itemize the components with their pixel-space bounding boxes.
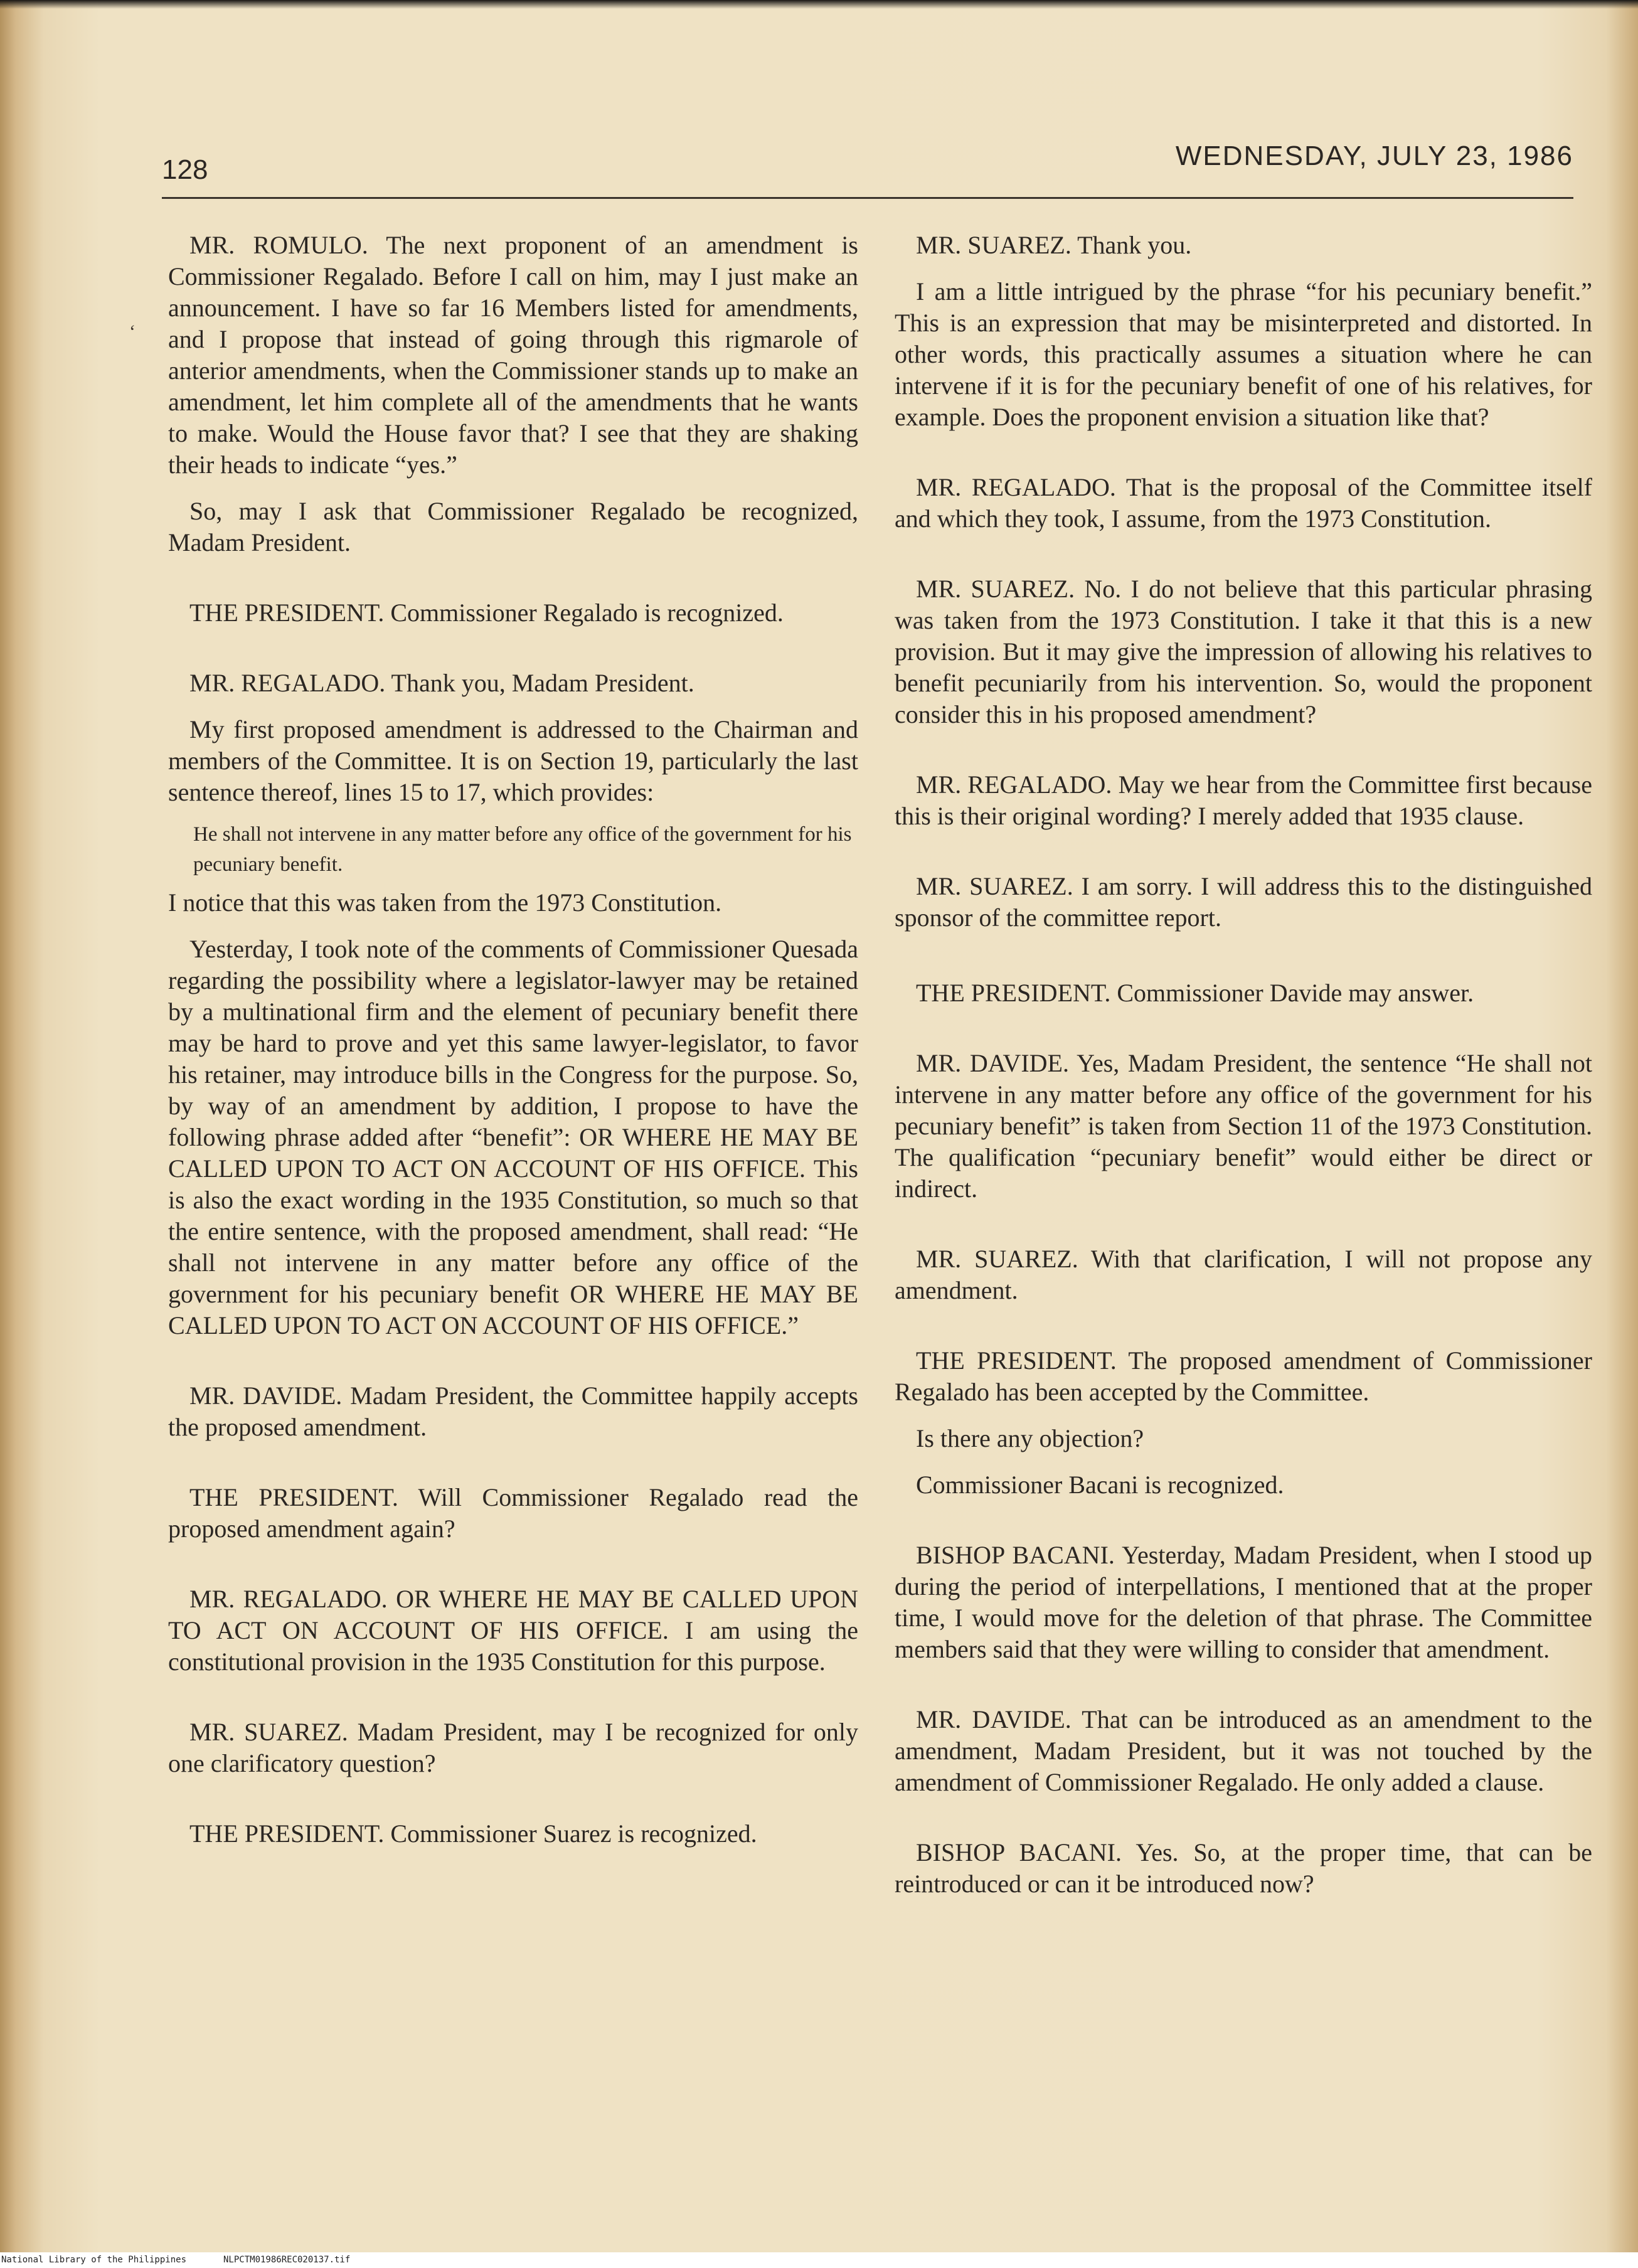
- paragraph: MR. REGALADO. Thank you, Madam President.: [189, 669, 694, 697]
- left-column: [168, 230, 858, 1850]
- paragraph: Is there any objection?: [916, 1424, 1144, 1452]
- header-date: WEDNESDAY, JULY 23, 1986: [1175, 141, 1573, 171]
- block-quote: He shall not intervene in any matter before any office of the government for his pecuniary benefit.: [193, 823, 852, 876]
- paragraph: My first proposed amendment is addressed to the Chairman and members of the Committee. It is on Section 19, particularly the last sentence thereof, lines 15 to 17, which provides:: [168, 715, 858, 806]
- paragraph: MR. REGALADO. OR WHERE HE MAY BE CALLED UPON TO ACT ON ACCOUNT OF HIS OFFICE. I am using the constitutional provision in the 1935 Constitution for this purpose.: [168, 1585, 858, 1676]
- paragraph: THE PRESIDENT. Commissioner Davide may answer.: [916, 979, 1474, 1007]
- paragraph: MR. SUAREZ. I am sorry. I will address this to the distinguished sponsor of the committee report.: [895, 872, 1592, 932]
- paragraph: THE PRESIDENT. Will Commissioner Regalado read the proposed amendment again?: [168, 1483, 858, 1543]
- paragraph: MR. SUAREZ. No. I do not believe that this particular phrasing was taken from the 1973 Constitution. I take it that this is a new provision. But it may give the impression of allowing his relatives to benefit pecuniarily from his intervention. So, would the proponent consider this in his proposed amendment?: [895, 575, 1592, 728]
- paragraph: MR. SUAREZ. Madam President, may I be recognized for only one clarificatory question?: [168, 1718, 858, 1777]
- paragraph: MR. REGALADO. That is the proposal of the Committee itself and which they took, I assume, from the 1973 Constitution.: [895, 473, 1592, 533]
- margin-mark: ‘: [129, 321, 136, 342]
- footer-library: National Library of the Philippines: [1, 2255, 187, 2265]
- paragraph: MR. ROMULO. The next proponent of an amendment is Commissioner Regalado. Before I call on him, may I just make an announcement. I have so far 16 Members listed for amendments, and I propose that instead of going through this rigmarole of anterior amendments, when the Commissioner stands up to make an amendment, let him complete all of the amendments that he wants to make. Would the House favor that? I see that they are shaking their heads to indicate “yes.”: [168, 231, 858, 479]
- paragraph: BISHOP BACANI. Yes. So, at the proper time, that can be reintroduced or can it be introduced now?: [895, 1838, 1592, 1898]
- paragraph: MR. DAVIDE. Madam President, the Committee happily accepts the proposed amendment.: [168, 1382, 858, 1441]
- paragraph: I am a little intrigued by the phrase “for his pecuniary benefit.” This is an expression that may be misinterpreted and distorted. In other words, this practically assumes a situation where he can intervene if it is for the pecuniary benefit of one of his relatives, for example. Does the proponent envision a situation like that?: [895, 277, 1592, 431]
- paragraph: MR. SUAREZ. With that clarification, I will not propose any amendment.: [895, 1245, 1592, 1304]
- scan-top-shadow: [0, 0, 1638, 9]
- paragraph: MR. DAVIDE. Yes, Madam President, the sentence “He shall not intervene in any matter before any office of the government for his pecuniary benefit” is taken from Section 11 of the 1973 Constitution. The qualification “pecuniary benefit” would either be direct or indirect.: [895, 1049, 1592, 1203]
- paragraph: THE PRESIDENT. Commissioner Regalado is recognized.: [189, 599, 784, 627]
- header-rule: [162, 197, 1573, 199]
- paragraph: THE PRESIDENT. The proposed amendment of Commissioner Regalado has been accepted by the Committee.: [895, 1346, 1592, 1406]
- paragraph: Yesterday, I took note of the comments of Commissioner Quesada regarding the possibility where a legislator-lawyer may be retained by a multinational firm and the element of pecuniary benefit there may be hard to prove and yet this same lawyer-legislator, to favor his retainer, may introduce bills in the Congress for the purpose. So, by way of an amendment by addition, I propose to have the following phrase added after “benefit”: OR WHERE HE MAY BE CALLED UPON TO ACT ON ACCOUNT OF HIS OFFICE. This is also the exact wording in the 1935 Constitution, so much so that the entire sentence, with the proposed amendment, shall read: “He shall not intervene in any matter before any office of the government for his pecuniary benefit OR WHERE HE MAY BE CALLED UPON TO ACT ON ACCOUNT OF HIS OFFICE.”: [168, 935, 858, 1339]
- paragraph: MR. SUAREZ. Thank you.: [916, 231, 1192, 259]
- right-column: [895, 230, 1592, 1900]
- paragraph: I notice that this was taken from the 1973 Constitution.: [168, 888, 722, 917]
- page-number: 128: [162, 154, 208, 185]
- paragraph: MR. REGALADO. May we hear from the Committee first because this is their original wording? I merely added that 1935 clause.: [895, 770, 1592, 830]
- paragraph: Commissioner Bacani is recognized.: [916, 1471, 1284, 1499]
- footer-filename: NLPCTM01986REC020137.tif: [223, 2255, 351, 2265]
- paragraph: THE PRESIDENT. Commissioner Suarez is recognized.: [189, 1819, 757, 1848]
- paragraph: BISHOP BACANI. Yesterday, Madam President, when I stood up during the period of interpellations, I mentioned that at the proper time, I would move for the deletion of that phrase. The Committee members said that they were willing to consider that amendment.: [895, 1541, 1592, 1663]
- paragraph: So, may I ask that Commissioner Regalado be recognized, Madam President.: [168, 497, 858, 556]
- paragraph: MR. DAVIDE. That can be introduced as an amendment to the amendment, Madam President, but it was not touched by the amendment of Commissioner Regalado. He only added a clause.: [895, 1705, 1592, 1796]
